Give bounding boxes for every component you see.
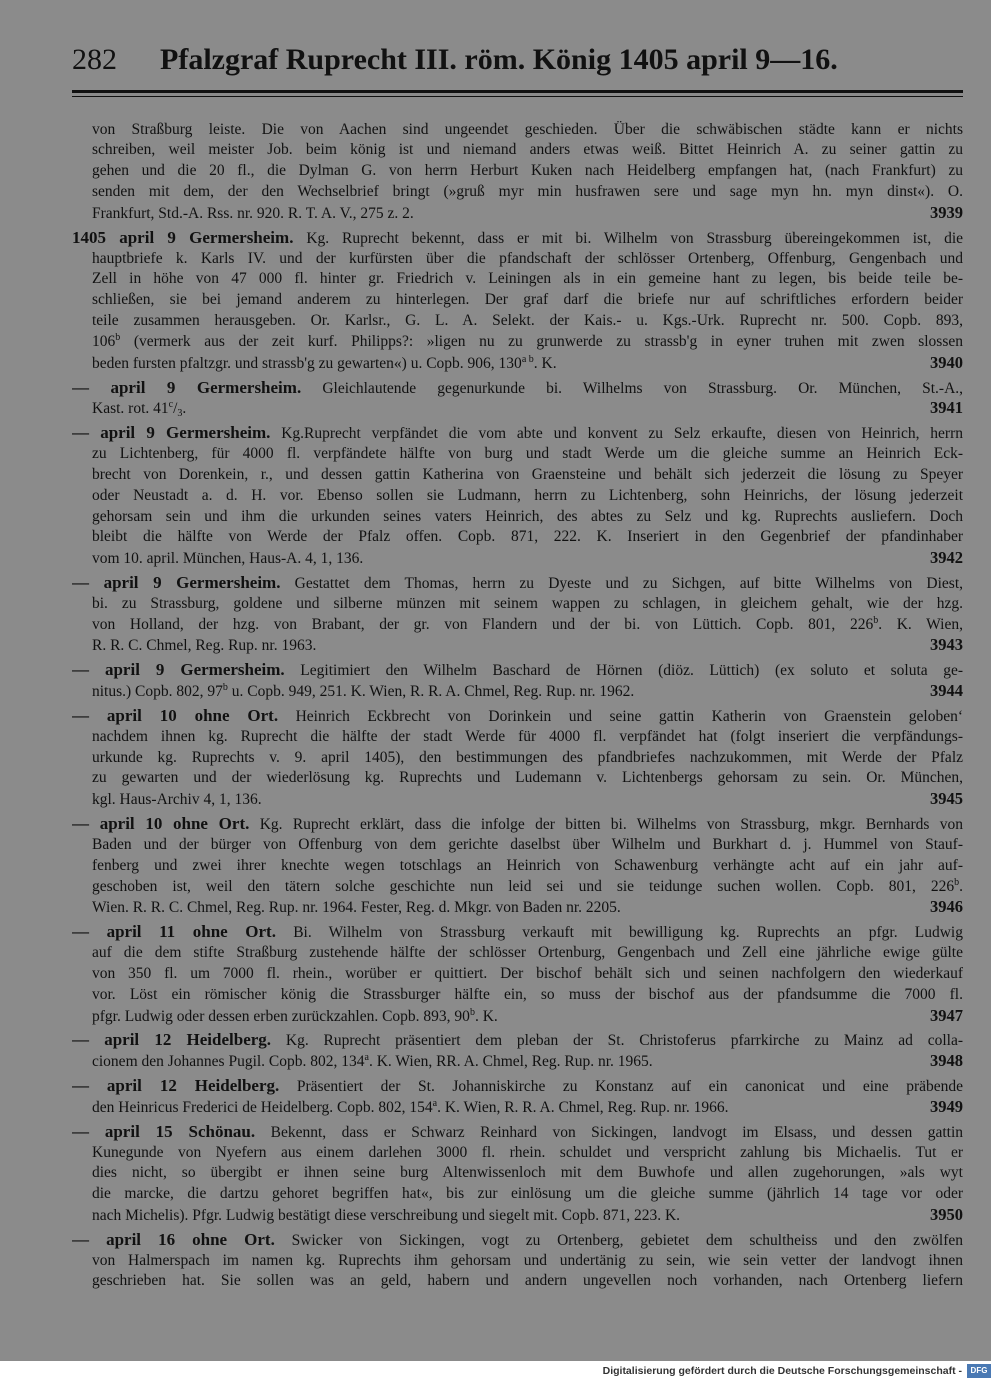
regest-entry [72, 1122, 963, 1226]
regest-list [72, 120, 963, 1293]
regest-entry [72, 1076, 963, 1118]
text-segment: die marcke, die dartzu gehoret begriffen hat«, bis zur einlösung um die gleiche summe (jährlich 14 tage vor oder [92, 1185, 963, 1203]
regest-entry [72, 1230, 963, 1292]
text-line [72, 1143, 963, 1164]
funding-note: Digitalisierung gefördert durch die Deutsche Forschungsgemeinschaft - [602, 1365, 962, 1377]
text-line [72, 681, 963, 702]
text-segment: / [173, 400, 178, 418]
entry-number: 3946 [930, 897, 963, 917]
text-segment: vor. Löst ein römischer könig die Strassburger hälfte ein, so muss der bischof aus der pfandsumme die 7000 fl. [92, 985, 963, 1003]
line-text [92, 636, 316, 656]
text-line [72, 269, 963, 290]
text-line [72, 444, 963, 465]
text-segment: Gestattet dem Thomas, herrn zu Dyeste und zu Sichgen, auf bitte Wilhelms von Diest, [294, 574, 963, 592]
entry-number: 3944 [930, 681, 963, 701]
text-segment: gehen und die 20 fl., die Dylman G. von herrn Herburt Kuken nach Heidelberg empfangen hat, (nach Frankfurt) zu [92, 162, 963, 180]
text-segment: Frankfurt, Std.-A. Rss. nr. 920. R. T. A. V., 275 z. 2. [92, 204, 414, 222]
text-line [72, 814, 963, 835]
text-line [72, 1205, 963, 1226]
text-line [72, 398, 963, 419]
text-line [72, 486, 963, 507]
header-rule [72, 90, 963, 97]
entry-date-heading: — april 9 Germersheim. [72, 572, 281, 592]
text-segment: Kg. Ruprecht erklärt, dass die infolge der bitten bi. Wilhelms von Strassburg, mkgr. Bernhards von [259, 816, 963, 834]
text-segment: Wien. R. R. C. Chmel, Reg. Rup. nr. 1964. Fester, Reg. d. Mkgr. von Baden nr. 2205. [92, 899, 621, 917]
entry-date-heading: — april 12 Heidelberg. [72, 1030, 272, 1050]
text-segment: teile zusammen herausgeben. Or. Karlsr., G. L. A. Selekt. der Kais.- u. Kgs.-Urk. Ruprecht nr. 500. Copb. 893, [92, 312, 963, 330]
text-segment: kgl. Haus-Archiv 4, 1, 136. [92, 791, 262, 809]
text-segment: Zell in höhe von 47 000 fl. hinter gr. Friedrich v. Leiningen als in ein gemeine hant zu legen, bis beide teile be- [92, 270, 963, 288]
text-line [72, 573, 963, 594]
text-segment: . K. Wien, RR. A. Chmel, Reg. Rup. nr. 1965. [368, 1053, 653, 1071]
text-line [72, 985, 963, 1006]
text-segment: Baden und der bürger von Offenburg von dem gerichte daselbst über Wilhelm und Burkhart d. j. Hummel von Stauf- [92, 835, 963, 853]
regest-entry [72, 814, 963, 918]
line-text [92, 682, 634, 702]
text-line [72, 527, 963, 548]
text-line [72, 378, 963, 399]
text-segment: den Heinricus Frederici de Heidelberg. Copb. 802, 154 [92, 1098, 433, 1116]
text-line [72, 877, 963, 898]
entry-date-heading: — april 16 ohne Ort. [72, 1229, 275, 1249]
text-line [72, 706, 963, 727]
text-segment: cionem den Johannes Pugil. Copb. 802, 134 [92, 1053, 365, 1071]
page-number: 282 [72, 43, 117, 76]
line-text [92, 1206, 680, 1226]
entry-date-heading: — april 9 Germersheim. [72, 660, 285, 680]
entry-date-heading: — april 10 ohne Ort. [72, 705, 279, 725]
text-line [72, 1184, 963, 1205]
text-segment: . [182, 400, 187, 418]
text-segment: fenberg und zwei ihrer knechte wegen totschlags an Heinrich von Schawenburg verhängte acht auf ein jahr auf- [92, 856, 963, 874]
superscript: c [168, 399, 174, 411]
line-text [92, 790, 262, 810]
entry-date-heading: — april 9 Germersheim. [72, 377, 302, 397]
regest-entry [72, 573, 963, 656]
text-segment: Gleichlautende gegenurkunde bi. Wilhelms von Strassburg. Or. München, St.-A., [322, 379, 963, 397]
superscript: b [115, 331, 121, 343]
text-line [72, 332, 963, 353]
text-line [72, 594, 963, 615]
text-line [72, 1230, 963, 1251]
text-line [72, 964, 963, 985]
text-line [72, 423, 963, 444]
text-segment: Legitimiert den Wilhelm Baschard de Hörnen (diöz. Lüttich) (ex soluto et soluta ge- [300, 662, 963, 680]
text-segment: von Halmerspach im namen kg. Ruprechts ihm gehorsam und undertänig zu sein, wie sein vetter der landvogt ihnen [92, 1251, 963, 1269]
text-line [72, 1097, 963, 1118]
text-segment: Kg. Ruprecht präsentiert dem pleban der St. Christoferus pfarrkirche zu Mainz ad colla- [285, 1032, 963, 1050]
entry-number: 3940 [930, 352, 963, 372]
text-segment: hauptbriefe k. Karls IV. und der kurfürsten über die pfandschaft der schlösser Ortenberg, Offenburg, Gengenbach und [92, 249, 963, 267]
text-segment: . K. Wien, R. R. A. Chmel, Reg. Rup. nr. 1966. [437, 1098, 729, 1116]
superscript: a [364, 1052, 369, 1064]
text-segment: schließen, sie bei jemand anderem zu hinterlegen. Der graf darf die briefe nur auf schriftliches erfordern beider [92, 291, 963, 309]
regest-entry [72, 378, 963, 420]
superscript: a [432, 1097, 438, 1109]
regest-entry [72, 922, 963, 1026]
text-segment: auf die dem stifte Straßburg zustehende hälfte der schlösser Ortenburg, Gengenbach und Zell eine jährliche ewige gülte [92, 944, 963, 962]
text-segment: Präsentiert der St. Johanniskirche zu Konstanz auf ein canonicat und eine präbende [296, 1078, 963, 1096]
entry-date-heading: 1405 april 9 Germersheim. [72, 227, 294, 247]
text-segment: u. Copb. 949, 251. K. Wien, R. R. A. Chmel, Reg. Rup. nr. 1962. [227, 683, 635, 701]
text-line [72, 548, 963, 569]
entry-number: 3943 [930, 635, 963, 655]
superscript: b [222, 682, 228, 694]
text-segment: gehorsam sein und ihm die urkunden seines vaters Heinrich, des abtes zu Selz und kg. Ruprechts ausliefern. Doch [92, 507, 963, 525]
text-segment: geschoben ist, weil den tätern solche geschichte nun leid sei und sie teidunge suchen wollen. Copb. 801, 226 [92, 877, 955, 895]
text-segment: 106 [92, 332, 116, 350]
text-line [72, 856, 963, 877]
text-segment: pfgr. Ludwig oder dessen erben zurückzahlen. Copb. 893, 90 [92, 1007, 470, 1025]
line-text [92, 354, 557, 374]
superscript: b [954, 876, 960, 888]
text-segment: vom 10. april. München, Haus-A. 4, 1, 136. [92, 550, 364, 568]
running-title: Pfalzgraf Ruprecht III. röm. König 1405 april 9—16. [160, 43, 838, 76]
entry-number: 3950 [930, 1205, 963, 1224]
text-line [72, 768, 963, 789]
text-segment: nach Michelis). Pfgr. Ludwig bestätigt diese verschreibung und siegelt mit. Copb. 871, 223. K. [92, 1207, 681, 1224]
text-line [72, 507, 963, 528]
text-line [72, 897, 963, 918]
line-text [92, 1098, 729, 1118]
text-segment: geschrieben hat. Sie sollen was an geld, habern und andern ungevellen noch vorhanden, nach Ortenberg liefern [92, 1272, 963, 1290]
text-segment: brecht von Dorenkein, r., und dessen gattin Katherina von Graensteine und behält sich jederzeit die lösung zu Speyer [92, 465, 963, 483]
text-line [72, 140, 963, 161]
text-line [72, 1076, 963, 1097]
text-segment: . K. [533, 354, 557, 372]
text-segment: (vermerk aus der zeit kurf. Philipps?: »ligen nu zu grunwerde zu strassb'g in eyner truhen mit zwen slossen [120, 332, 963, 350]
superscript: a b [521, 353, 534, 365]
entry-number: 3947 [930, 1005, 963, 1025]
regest-entry [72, 660, 963, 702]
entry-number: 3939 [930, 202, 963, 222]
entry-date-heading: — april 15 Schönau. [72, 1121, 256, 1141]
text-line [72, 1271, 963, 1292]
entry-date-heading: — april 11 ohne Ort. [72, 922, 276, 942]
text-line [72, 228, 963, 249]
entry-date-heading: — april 10 ohne Ort. [72, 814, 250, 834]
text-line [72, 1251, 963, 1272]
text-segment: senden mit dem, der den Wechselbrief bringt (»gruß myr min husfrawen sere und sage myn hn. myn dinst«). O. [92, 183, 963, 201]
text-segment: von Holland, der hzg. von Brabant, der gr. von Flandern und der bi. von Lüttich. Copb. 801, 226 [92, 615, 874, 633]
text-line [72, 1006, 963, 1027]
text-segment: Heinrich Eckbrecht von Dorinkein und seine gattin Katherin von Graenstein geloben‘ [295, 707, 963, 725]
entry-number: 3949 [930, 1096, 963, 1116]
text-segment: Kast. rot. 41 [92, 400, 169, 418]
superscript: b [469, 1006, 475, 1018]
text-line [72, 311, 963, 332]
text-segment: . [959, 877, 963, 895]
text-segment: zu Lichtenberg, für 4000 fl. verpfändete hälfte von burg und stadt Werde um die gleiche summe an Heinrich Eck- [92, 445, 963, 463]
line-text [92, 399, 186, 419]
text-line [72, 249, 963, 270]
entry-number: 3948 [930, 1051, 963, 1071]
regest-entry [72, 228, 963, 374]
text-line [72, 922, 963, 943]
text-line [72, 789, 963, 810]
text-line [72, 727, 963, 748]
text-segment: von 350 fl. um 7000 fl. rhein., worüber er quittiert. Der bischof behält sich und seinen nachfolgern den wiederkauf [92, 964, 963, 982]
text-line [72, 182, 963, 203]
text-line [72, 615, 963, 636]
text-line [72, 1051, 963, 1072]
text-segment: Bekennt, dass er Schwarz Reinhard von Sickingen, landvogt im Elsass, und dessen gattin [270, 1123, 963, 1141]
entry-number: 3942 [930, 548, 963, 568]
text-segment: Bi. Wilhelm von Strassburg verkauft mit bewilligung kg. Ruprechts an pfgr. Ludwig [293, 924, 963, 942]
text-segment: Kunegunde von Nyefern aus einem darlehen 3000 fl. rhein. schuldet und verspricht zahlung bis Michaelis. Tut er [92, 1143, 963, 1161]
regest-entry [72, 706, 963, 810]
text-line [72, 835, 963, 856]
line-text [92, 549, 363, 569]
text-line [72, 1163, 963, 1184]
entry-number: 3945 [930, 789, 963, 809]
text-segment: bleibt die hälfte von Werde der Pfalz offen. Copb. 871, 222. K. Inseriert in den Gegenbrief der pfandinhaber [92, 528, 963, 546]
text-segment: Swicker von Sickingen, vogt zu Ortenberg, gebietet dem schultheiss und den zwölfen [291, 1231, 963, 1249]
entry-number: 3941 [930, 398, 963, 418]
text-segment: oder Neustadt a. d. H. vor. Ebenso sollen sie Ludmann, herrn zu Lichtenberg, sohn Heinrichs, der lösung jederzeit [92, 486, 963, 504]
text-segment: schreiben, weil meister Job. beim könig ist und niemand anders etwas weiß. Bittet Heinrich A. zu seiner gattin zu [92, 141, 963, 159]
text-line [72, 943, 963, 964]
text-line [72, 203, 963, 224]
text-line [72, 465, 963, 486]
text-segment: R. R. C. Chmel, Reg. Rup. nr. 1963. [92, 637, 317, 655]
text-segment: . K. Wien, [878, 615, 963, 633]
text-segment: von Straßburg leiste. Die von Aachen sind ungeendet geschieden. Über die schwäbischen städte kann er nichts [92, 120, 963, 138]
text-segment: beden fursten pfaltzgr. und strassb'g zu gewarten«) u. Copb. 906, 130 [92, 354, 522, 372]
text-line [72, 290, 963, 311]
text-line [72, 353, 963, 374]
line-text [92, 1052, 653, 1072]
text-line [72, 1030, 963, 1051]
line-text [92, 898, 621, 918]
regest-entry [72, 1030, 963, 1072]
text-segment: nitus.) Copb. 802, 97 [92, 683, 223, 701]
regest-entry [72, 120, 963, 224]
text-segment: bi. zu Strassburg, goldene und silberne münzen mit seinem wappen zu schlagen, in gleichem gehalt, wie der hzg. [92, 594, 963, 612]
text-line [72, 161, 963, 182]
subscript: 3 [177, 408, 183, 420]
text-segment: Kg.Ruprecht verpfändet die vom abte und konvent zu Selz erkaufte, diesen von Heinrich, herrn [281, 425, 963, 443]
entry-date-heading: — april 9 Germersheim. [72, 423, 271, 443]
entry-date-heading: — april 12 Heidelberg. [72, 1076, 280, 1096]
regest-entry [72, 423, 963, 569]
text-segment: dies nicht, so übergibt er ihnen seine burg Altenwissenloch mit dem Buwhofe und allen zugehorungen, »als wyt [92, 1164, 963, 1182]
dfg-logo: DFG [967, 1364, 991, 1378]
text-segment: zu gewarten und der wiederlösung kg. Ruprechts und Ludemann v. Lichtenbergs gehorsam zu sein. Or. München, [92, 769, 963, 787]
text-line [72, 120, 963, 141]
line-text [92, 1007, 498, 1027]
text-line [72, 1122, 963, 1143]
line-text [92, 204, 414, 224]
text-segment: nachdem ihnen kg. Ruprecht die hälfte der stadt Werde für 4000 fl. verpfändet hat (folgt inseriert die verpfändungs- [92, 727, 963, 745]
text-line [72, 660, 963, 681]
text-segment: Kg. Ruprecht bekennt, dass er mit bi. Wilhelm von Strassburg übereingekommen ist, die [306, 229, 963, 247]
text-segment: . K. [474, 1007, 498, 1025]
text-line [72, 748, 963, 769]
text-segment: urkunde kg. Ruprechts v. 9. april 1405), den bestimmungen des pfandbriefes nachzukommen, mit Werde der Pfalz [92, 748, 963, 766]
superscript: b [873, 614, 879, 626]
text-line [72, 635, 963, 656]
